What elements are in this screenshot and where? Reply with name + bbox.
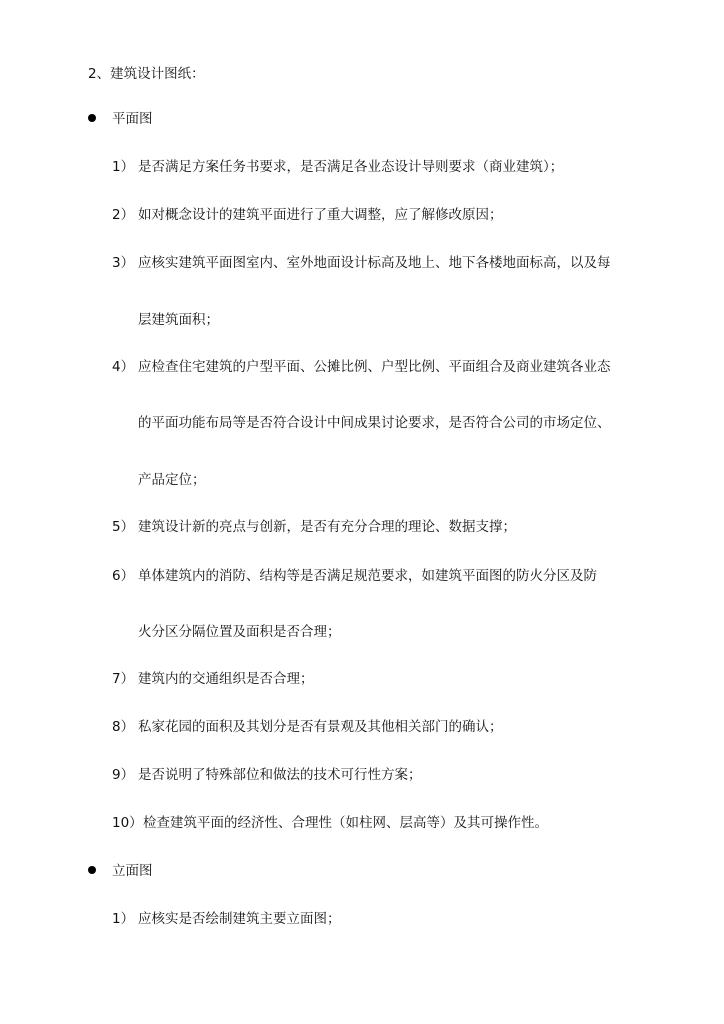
list-item-number: 4） — [112, 359, 135, 375]
list-item-number: 3） — [112, 255, 135, 271]
list-item-text: 层建筑面积； — [138, 312, 219, 328]
list-item-number: 5） — [112, 519, 135, 535]
list-item-number: 10） — [112, 815, 143, 831]
list-item-number: 9） — [112, 767, 135, 783]
list-item-text: 建筑内的交通组织是否合理； — [138, 671, 314, 687]
list-item-number: 7） — [112, 671, 135, 687]
list-item-text: 火分区分隔位置及面积是否合理； — [138, 624, 341, 640]
list-item-number: 8） — [112, 719, 135, 735]
list-item-text: 私家花园的面积及其划分是否有景观及其他相关部门的确认； — [138, 719, 503, 735]
list-item-number: 2） — [112, 207, 135, 223]
list-item-text: 应检查住宅建筑的户型平面、公摊比例、户型比例、平面组合及商业建筑各业态 — [138, 359, 611, 375]
list-item-number: 6） — [112, 568, 135, 584]
section-heading: 2、建筑设计图纸： — [88, 66, 205, 82]
subsection-title: 立面图 — [112, 863, 153, 879]
list-item-text: 产品定位； — [138, 472, 206, 488]
list-item-text: 如对概念设计的建筑平面进行了重大调整，应了解修改原因； — [138, 207, 503, 223]
list-item-text: 单体建筑内的消防、结构等是否满足规范要求，如建筑平面图的防火分区及防 — [138, 568, 597, 584]
list-item-text: 应核实是否绘制建筑主要立面图； — [138, 911, 341, 927]
list-item-text: 应核实建筑平面图室内、室外地面设计标高及地上、地下各楼地面标高，以及每 — [138, 255, 611, 271]
list-item-text: 的平面功能布局等是否符合设计中间成果讨论要求，是否符合公司的市场定位、 — [138, 415, 611, 431]
bullet-icon — [88, 114, 96, 122]
list-item-number: 1） — [112, 911, 135, 927]
list-item-text: 建筑设计新的亮点与创新，是否有充分合理的理论、数据支撑； — [138, 519, 516, 535]
subsection-title: 平面图 — [112, 111, 153, 127]
list-item-text: 是否说明了特殊部位和做法的技术可行性方案； — [138, 767, 422, 783]
list-item-text: 是否满足方案任务书要求，是否满足各业态设计导则要求（商业建筑）； — [138, 159, 564, 175]
list-item-number: 1） — [112, 159, 135, 175]
bullet-icon — [88, 866, 96, 874]
list-item-text: 检查建筑平面的经济性、合理性（如柱网、层高等）及其可操作性。 — [143, 815, 548, 831]
